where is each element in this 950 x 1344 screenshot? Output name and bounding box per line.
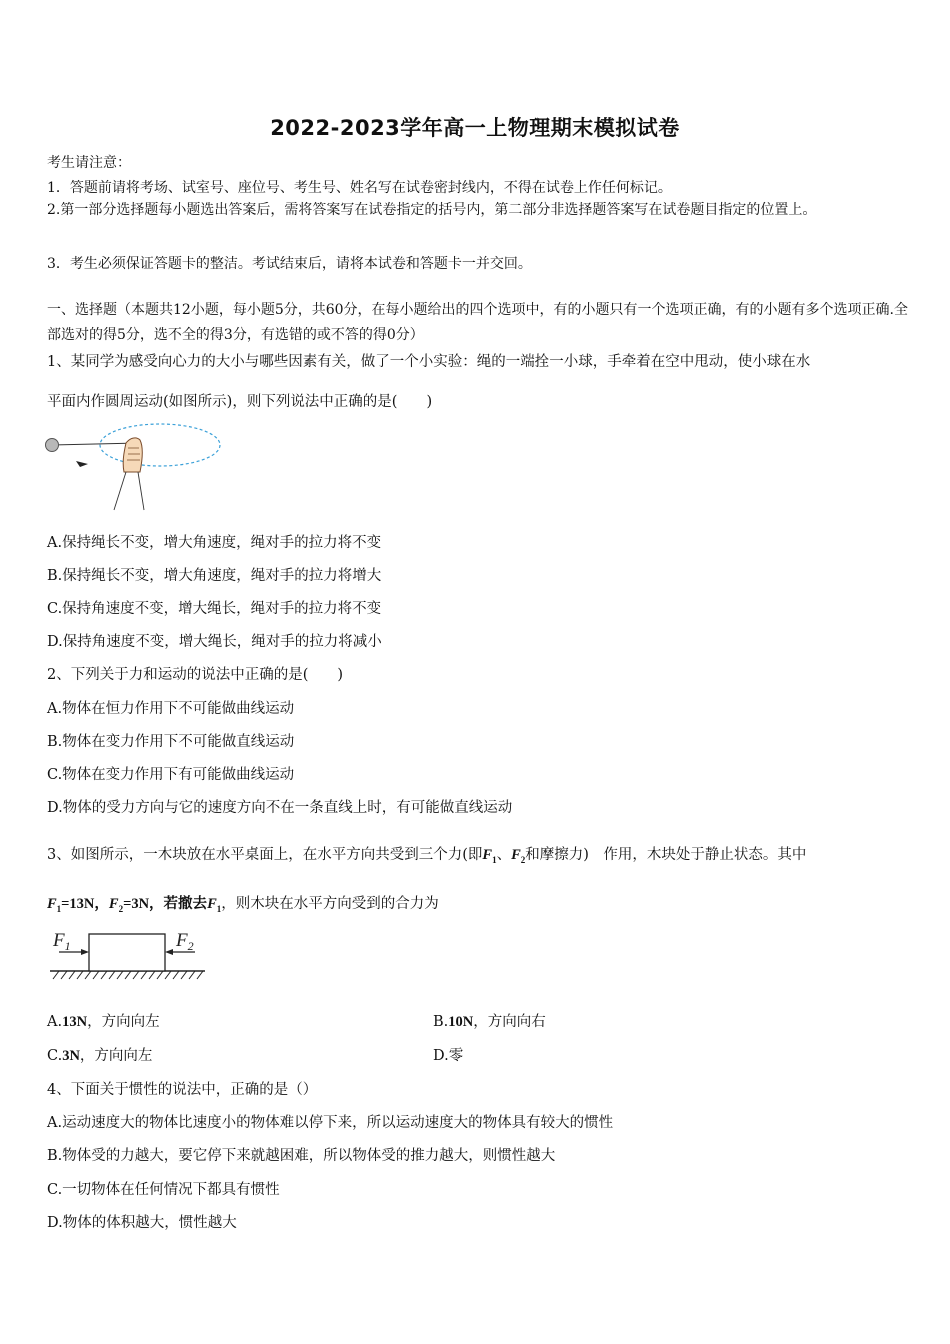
q4-stem: 4、下面关于惯性的说法中，正确的是（）	[47, 1082, 318, 1098]
q3-figure-block	[45, 922, 210, 984]
notice-heading: 考生请注意：	[47, 155, 131, 171]
notice-item-2: 2.第一部分选择题每小题选出答案后，需将答案写在试卷指定的括号内，第二部分非选择题答案写在试卷题目指定的位置上。	[47, 202, 817, 218]
q4-option-d: D.物体的体积越大，惯性越大	[47, 1215, 237, 1231]
q3-stem-line2: $F_1=13N$，$F_2=3N$，若撤去$F_1$，则木块在水平方向受到的合力为	[47, 896, 439, 914]
q3-option-a: A.13N，方向向左	[47, 1014, 160, 1030]
q3-option-c: C.3N，方向向左	[47, 1048, 153, 1064]
q2-option-b: B.物体在变力作用下不可能做直线运动	[47, 734, 295, 750]
q3-figure-label-f2: $F_2$	[176, 930, 194, 953]
q1-stem-line1: 1、某同学为感受向心力的大小与哪些因素有关，做了一个小实验：绳的一端拴一小球，手牵着在空中甩动，使小球在水	[47, 354, 811, 370]
notice-item-1: 1．答题前请将考场、试室号、座位号、考生号、姓名写在试卷密封线内，不得在试卷上作任何标记。	[47, 180, 672, 196]
page-title: 2022-2023学年高一上物理期末模拟试卷	[270, 116, 680, 140]
q1-stem-line2: 平面内作圆周运动(如图所示)，则下列说法中正确的是( )	[47, 394, 433, 410]
q3-option-b: B.10N，方向向右	[433, 1014, 546, 1030]
q3-option-d: D.零	[433, 1048, 464, 1064]
q1-option-d: D.保持角速度不变，增大绳长，绳对手的拉力将减小	[47, 634, 382, 650]
q1-figure-circular-motion	[40, 418, 230, 518]
q3-figure-label-f1: $F_1$	[53, 930, 71, 953]
notice-item-3: 3．考生必须保证答题卡的整洁。考试结束后，请将本试卷和答题卡一并交回。	[47, 256, 532, 272]
q1-option-a: A.保持绳长不变，增大角速度，绳对手的拉力将不变	[47, 535, 382, 551]
q3-stem-line1: 3、如图所示，一木块放在水平桌面上，在水平方向共受到三个力(即$F_1$、$F_2$和摩擦力) 作用，木块处于静止状态。其中	[47, 847, 807, 865]
q4-option-b: B.物体受的力越大，要它停下来就越困难，所以物体受的推力越大，则惯性越大	[47, 1148, 556, 1164]
q2-stem: 2、下列关于力和运动的说法中正确的是( )	[47, 667, 344, 683]
q1-option-c: C.保持角速度不变，增大绳长，绳对手的拉力将不变	[47, 601, 382, 617]
q4-option-a: A.运动速度大的物体比速度小的物体难以停下来，所以运动速度大的物体具有较大的惯性	[47, 1115, 614, 1131]
section-header: 一、选择题（本题共12小题，每小题5分，共60分，在每小题给出的四个选项中，有的小题只有一个选项正确，有的小题有多个选项正确.全部选对的得5分，选不全的得3分，有选错的或不答的得0分）	[47, 302, 908, 343]
q2-option-c: C.物体在变力作用下有可能做曲线运动	[47, 767, 295, 783]
q4-option-c: C.一切物体在任何情况下都具有惯性	[47, 1182, 280, 1198]
q2-option-a: A.物体在恒力作用下不可能做曲线运动	[47, 701, 295, 717]
q1-option-b: B.保持绳长不变，增大角速度，绳对手的拉力将增大	[47, 568, 382, 584]
q2-option-d: D.物体的受力方向与它的速度方向不在一条直线上时，有可能做直线运动	[47, 800, 513, 816]
